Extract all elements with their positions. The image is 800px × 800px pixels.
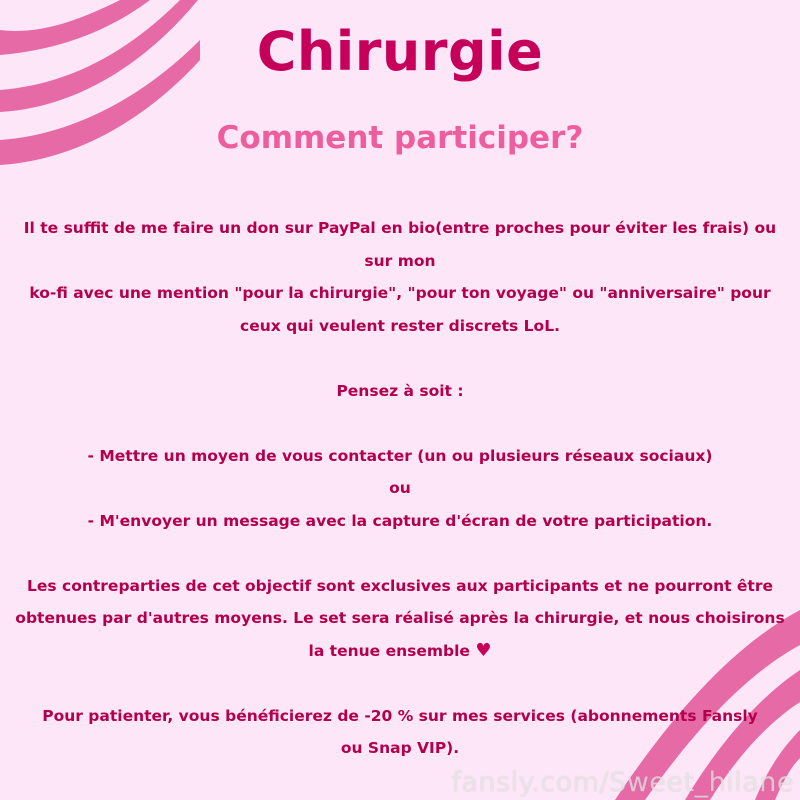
- watermark: fansly.com/Sweet_hilane: [451, 767, 794, 798]
- page-subtitle: Comment participer?: [216, 120, 584, 156]
- paragraph-line: obtenues par d'autres moyens. Le set sera réalisé après la chirurgie, et nous choisirons: [15, 609, 785, 627]
- body-text: [8, 212, 792, 765]
- heart-icon: ♥: [475, 639, 492, 661]
- reminder-heading: Pensez à soit :: [336, 381, 464, 400]
- or-text: ou: [389, 479, 411, 497]
- paragraph-line: [8, 635, 792, 668]
- option-contact: - Mettre un moyen de vous contacter (un ou plusieurs réseaux sociaux): [87, 446, 713, 465]
- paragraph-line: sur mon: [364, 251, 436, 270]
- paragraph-line: Les contreparties de cet objectif sont exclusives aux participants et ne pourront être: [27, 576, 773, 595]
- paragraph-line: ou Snap VIP).: [340, 739, 460, 757]
- paragraph-line-text: la tenue ensemble: [308, 641, 470, 660]
- paragraph-line: ceux qui veulent rester discrets LoL.: [240, 316, 560, 335]
- option-screenshot: - M'envoyer un message avec la capture d'écran de votre participation.: [87, 511, 713, 530]
- paragraph-line: ko-fi avec une mention "pour la chirurgie", "pour ton voyage" ou "anniversaire" pour: [29, 284, 771, 302]
- page-title: Chirurgie: [256, 20, 544, 83]
- paragraph-line: Pour patienter, vous bénéficierez de -20 % sur mes services (abonnements Fansly: [42, 706, 758, 725]
- paragraph-line: Il te suffit de me faire un don sur PayPal en bio(entre proches pour éviter les frais) ou: [23, 219, 777, 237]
